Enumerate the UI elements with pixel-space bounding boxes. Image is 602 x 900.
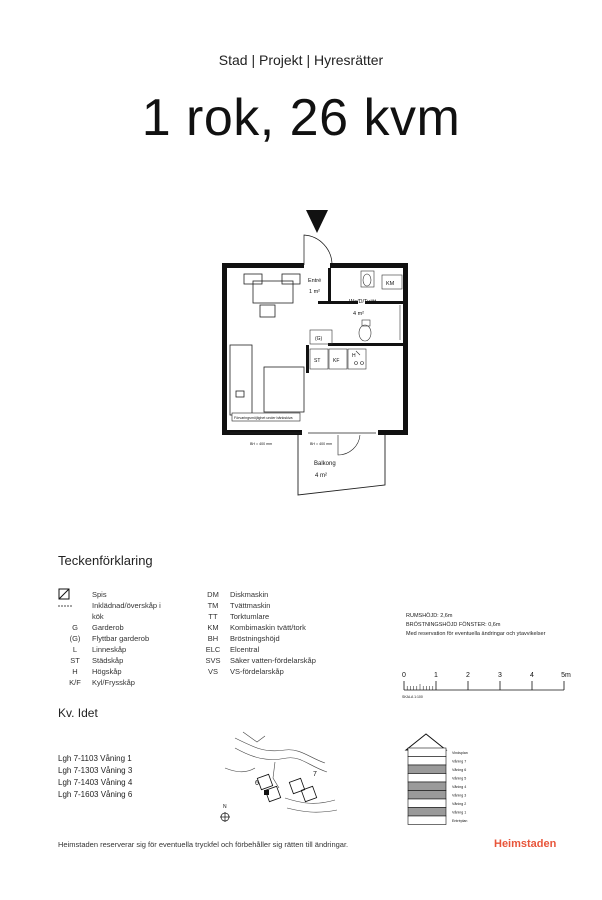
legend-item-g: G Garderob [72,623,124,632]
entry-door [304,235,332,265]
floor-band [408,791,446,800]
scale-tick-2: 2 [466,672,470,679]
shelf-note: Förvaringsmöjlighet under bänkskiva [234,416,293,420]
floor-band [408,782,446,791]
scale-bar [398,668,578,702]
legend-item-kf: K/F Kyl/Frysskåp [69,678,135,687]
floor-band [408,748,446,757]
floor-band [408,774,446,783]
kf-label: KF [333,358,340,364]
floor-band [408,757,446,766]
floor-label: Våning 2 [452,802,467,806]
unit-item: Lgh 7-1603 Våning 6 [58,790,133,799]
entrance-arrow-icon [306,210,328,233]
scale-tick-4: 4 [530,672,534,679]
floor-label: Entréplan [452,819,468,823]
floor-band [408,765,446,774]
site-buildings [257,774,316,801]
site-highlight [264,790,269,795]
page-title: 1 rok, 26 kvm [141,89,461,147]
legend-item-dm: DM Diskmaskin [207,590,269,599]
h-label: H [352,353,356,359]
floor-label: Våning 1 [452,810,467,815]
floor-label: Våning 3 [452,793,467,798]
floor-label: Vindsplan [452,751,468,755]
disclaimer: Heimstaden reserverar sig för eventuella tryckfel och förbehåller sig rätten till ändringar. [58,840,349,849]
legend-item-g-paren: (G) Flyttbar garderob [69,634,150,643]
site-bldg-a: 6 [255,780,259,787]
legend-item-vs: VS VS-fördelarskåp [207,667,284,676]
bath-name: Wc/D/Tvätt [349,299,377,305]
scale-tick-3: 3 [498,672,502,679]
ceiling-height: RUMSHÖJD: 2,6m [406,613,453,619]
reservation-note: Med reservation för eventuella ändringar och ytavvikelser [406,631,546,637]
breadcrumb: Stad | Projekt | Hyresrätter [218,52,384,68]
entre-name: Entré [308,278,322,284]
legend-item-km: KM Kombimaskin tvätt/tork [207,623,306,632]
bathroom-fixtures [359,271,402,341]
floor-band [408,799,446,808]
roof [406,734,446,750]
floor-label: Våning 4 [452,785,467,789]
legend-item-svs: SVS Säker vatten-fördelarskåp [205,656,316,665]
legend-item-tm: TM Tvättmaskin [207,601,271,610]
floor-label: Våning 6 [452,768,467,772]
legend-item-h: H Högskåp [72,667,122,676]
floor-band [408,808,446,817]
sill-height: BRÖSTNINGSHÖJD FÖNSTER: 0,6m [406,622,501,628]
legend-item-bh: BH Bröstningshöjd [207,634,280,643]
legend-item-spis: Spis [92,590,107,599]
balcony-door [338,435,360,455]
site-roads [225,732,337,812]
floor-label: Våning 7 [452,759,467,764]
balcony-area: 4 m² [315,473,327,479]
balcony-name: Balkong [314,461,336,467]
floor-labels [452,751,468,823]
kv-title: Kv. Idet [58,706,98,720]
bath-area: 4 m² [353,311,364,317]
bed [230,345,304,415]
scale-tick-1: 1 [434,672,438,679]
entre-area: 1 m² [309,289,320,295]
sill-left: BH = 400 mm [250,442,273,446]
legend-item-kok: kök [92,612,104,621]
legend-item-st: ST Städskåp [70,656,124,665]
floor-label: Våning 5 [452,776,467,781]
legend-item-l: L Linneskåp [72,645,127,654]
st-label: ST [314,358,321,364]
unit-item: Lgh 7-1303 Våning 3 [58,766,133,775]
north-label: N [223,804,227,810]
dining-table [244,274,300,317]
legend-item-inkladnad: Inklädnad/överskåp i [92,601,161,610]
legend-item-elc: ELC Elcentral [205,645,260,654]
scale-tick-0: 0 [402,672,406,679]
km-label: KM [386,281,395,287]
floor-stack [408,748,446,825]
legend-item-tt: TT Torktumlare [208,612,270,621]
sill-right: BH = 400 mm [310,442,333,446]
floor-band [408,816,446,825]
brand-logo: Heimstaden [494,838,557,850]
site-bldg-b: 7 [313,771,317,778]
g-paren-label: (G) [315,336,323,342]
site-map [215,728,345,828]
elevation-diagram [400,728,500,828]
scale-caption: SKALA 1:100 [402,695,423,699]
notes [406,612,545,639]
legend-title: Teckenförklaring [58,553,153,568]
unit-item: Lgh 7-1403 Våning 4 [58,778,133,787]
floor-plan [210,205,410,505]
scale-tick-5: 5m [561,672,571,679]
unit-item: Lgh 7-1103 Våning 1 [58,754,132,763]
